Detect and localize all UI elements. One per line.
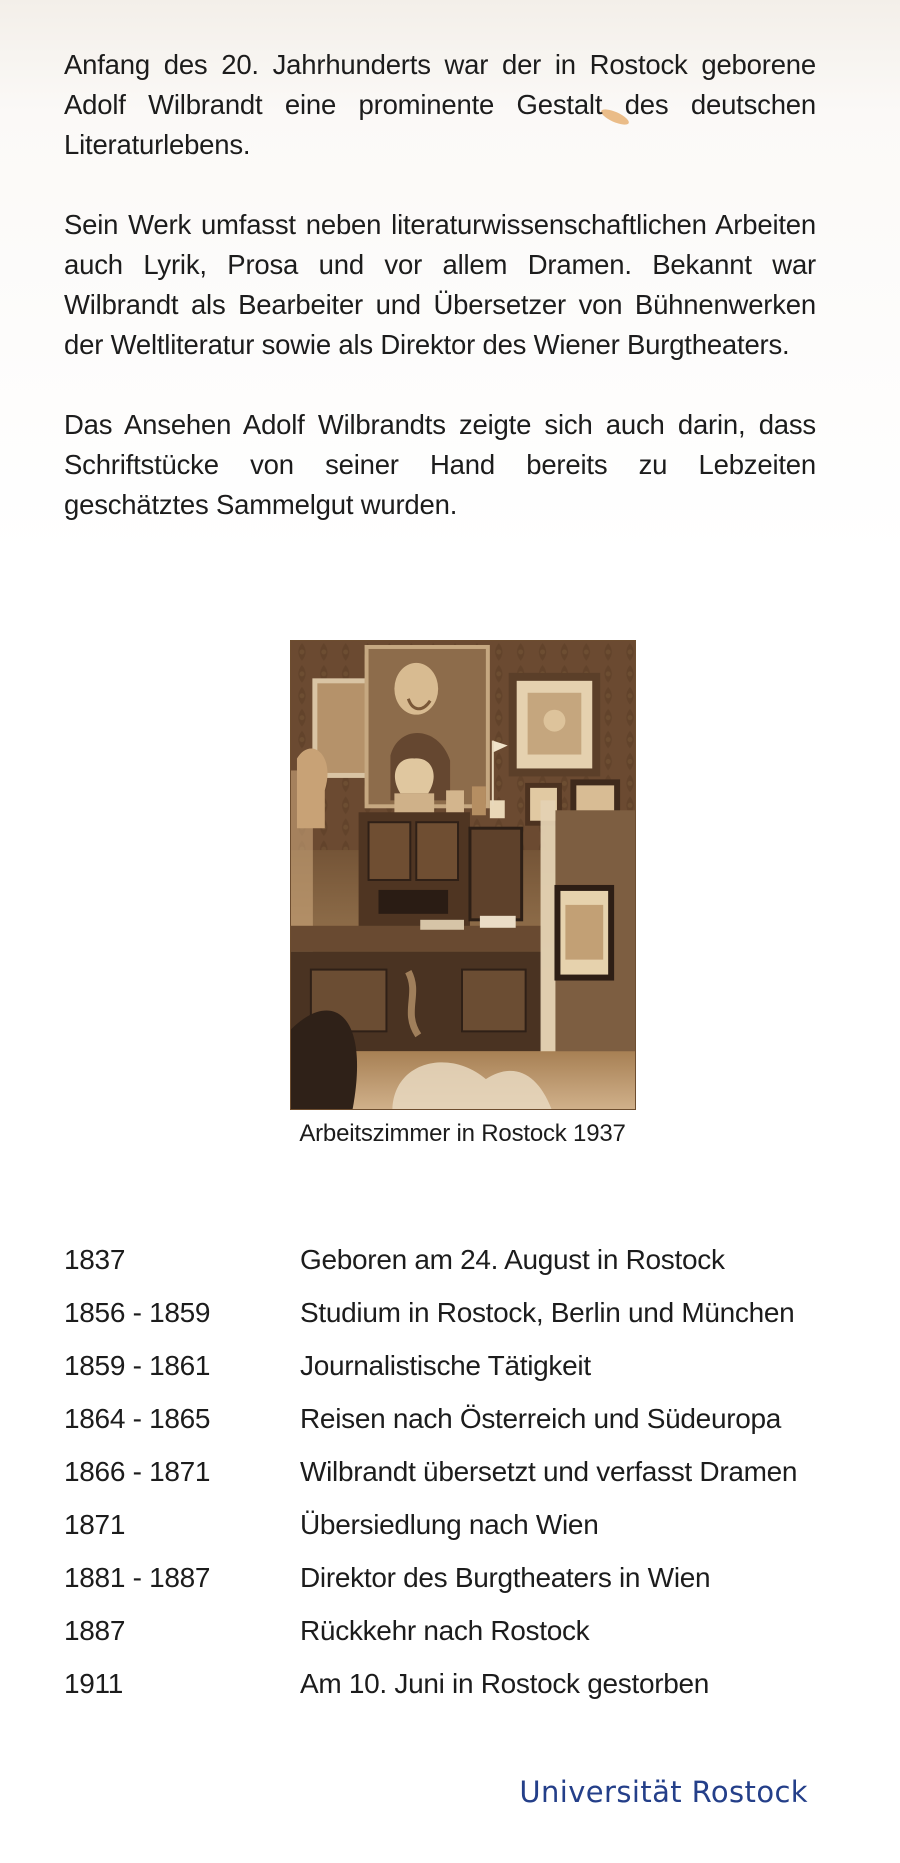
timeline-event: Studium in Rostock, Berlin und München [300, 1297, 795, 1328]
intro-paragraph-2: Sein Werk umfasst neben literaturwissenschaftlichen Arbeiten auch Lyrik, Prosa und vor allem Dramen. Bekannt war Wilbrandt als Bearbeiter und Übersetzer von Bühnenwerken der Weltliteratur sowie als Direktor des Wiener Burgtheaters. [64, 209, 816, 360]
timeline-year: 1859 - 1861 [64, 1350, 211, 1381]
timeline-year: 1871 [64, 1509, 126, 1540]
timeline-event: Wilbrandt übersetzt und verfasst Dramen [300, 1456, 798, 1487]
timeline-row [64, 1445, 824, 1498]
dark-armchair [291, 1011, 357, 1109]
photo-caption: Arbeitszimmer in Rostock 1937 [299, 1120, 626, 1147]
timeline-row [64, 1339, 824, 1392]
timeline-event: Direktor des Burgtheaters in Wien [300, 1562, 711, 1593]
intro-paragraph-1: Anfang des 20. Jahrhunderts war der in Rostock geborene Adolf Wilbrandt eine prominente Gestalt des deutschen Literaturlebens. [64, 49, 816, 160]
timeline-year: 1864 - 1865 [64, 1403, 211, 1434]
timeline-event: Übersiedlung nach Wien [300, 1509, 599, 1540]
university-name: Universität Rostock [519, 1775, 808, 1809]
bust-head [395, 758, 434, 793]
timeline-row [64, 1392, 824, 1445]
left-sculpture [297, 749, 328, 829]
timeline-event: Rückkehr nach Rostock [300, 1615, 590, 1646]
timeline-row [64, 1233, 824, 1286]
intro-text [64, 45, 816, 565]
timeline-year: 1881 - 1887 [64, 1562, 211, 1593]
intro-paragraph-3: Das Ansehen Adolf Wilbrandts zeigte sich auch darin, dass Schriftstücke von seiner Hand bereits zu Lebzeiten geschätztes Sammelgut wurden. [64, 409, 816, 520]
timeline-year: 1837 [64, 1244, 126, 1275]
timeline-year: 1856 - 1859 [64, 1297, 211, 1328]
timeline-row [64, 1498, 824, 1551]
timeline-event: Geboren am 24. August in Rostock [300, 1244, 725, 1275]
timeline-event: Reisen nach Österreich und Südeuropa [300, 1403, 782, 1434]
study-photo [290, 640, 636, 1110]
photo-frame [290, 640, 636, 1110]
timeline-year: 1911 [64, 1668, 124, 1699]
timeline-row [64, 1604, 824, 1657]
timeline-event: Am 10. Juni in Rostock gestorben [300, 1668, 710, 1699]
timeline-year: 1887 [64, 1615, 126, 1646]
timeline-row [64, 1657, 824, 1710]
study-illustration [291, 641, 635, 1109]
timeline-year: 1866 - 1871 [64, 1456, 211, 1487]
timeline-row [64, 1286, 824, 1339]
timeline-row [64, 1551, 824, 1604]
timeline [64, 1233, 824, 1710]
timeline-event: Journalistische Tätigkeit [300, 1350, 591, 1381]
desk-top [291, 926, 542, 952]
